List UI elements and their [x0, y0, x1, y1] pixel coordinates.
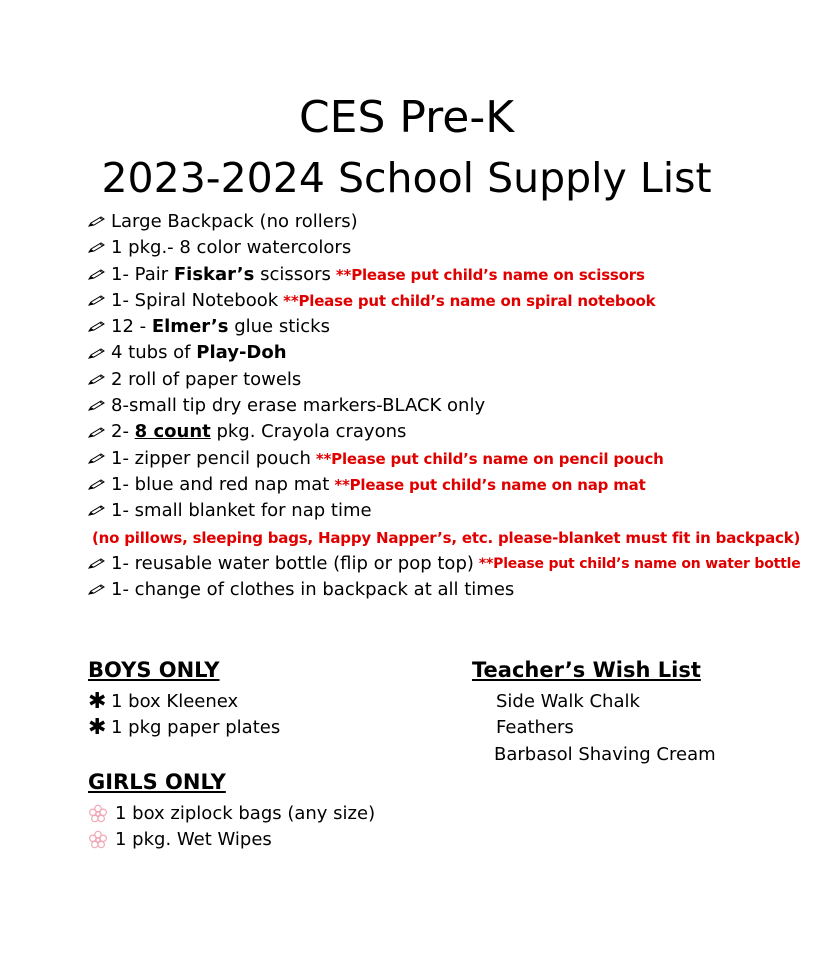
supply-text: 8-small tip dry erase markers-BLACK only	[111, 395, 486, 417]
girls-item-text: 1 pkg. Wet Wipes	[115, 829, 272, 851]
pencil-icon	[88, 453, 111, 465]
brand-name: Play-Doh	[196, 342, 287, 364]
supply-text: 1- blue and red nap mat	[111, 473, 330, 495]
supply-item	[88, 288, 808, 314]
list-item	[496, 689, 716, 715]
name-label-note: **Please put child’s name on pencil pouch	[315, 449, 664, 468]
wish-item-text: Barbasol Shaving Cream	[494, 743, 716, 765]
boys-item-text: 1 box Kleenex	[111, 691, 239, 712]
teacher-wish-list	[496, 689, 716, 768]
list-item	[88, 689, 280, 715]
supply-text: 1- reusable water bottle (flip or pop top)	[111, 552, 474, 574]
supply-text-rest: pkg. Crayola crayons	[210, 421, 407, 443]
supply-item	[88, 577, 808, 603]
name-label-note: **Please put child’s name on nap mat	[334, 475, 646, 494]
boys-item-text: 1 pkg paper plates	[111, 717, 281, 739]
supply-item	[88, 209, 808, 235]
supply-text: 1- Spiral Notebook	[111, 289, 279, 311]
list-item	[496, 715, 716, 741]
flower-icon	[88, 804, 115, 824]
pencil-icon	[88, 295, 111, 307]
supply-text: 1- small blanket for nap time	[111, 500, 372, 522]
pencil-icon	[88, 216, 111, 228]
girls-only-list	[88, 801, 375, 854]
nap-note-row	[88, 525, 808, 551]
supply-item	[88, 262, 808, 288]
supply-item	[88, 498, 808, 524]
supply-text: 1- zipper pencil pouch	[111, 447, 311, 469]
pencil-icon	[88, 400, 111, 412]
teacher-wish-list-heading: Teacher’s Wish List	[472, 658, 701, 682]
supply-text: 1- Pair	[111, 263, 174, 285]
wish-item-text: Feathers	[496, 717, 574, 739]
supply-text: 2 roll of paper towels	[111, 368, 302, 390]
list-item	[88, 827, 375, 853]
supply-item	[88, 446, 808, 472]
pencil-icon	[88, 427, 111, 439]
name-label-note: **Please put child’s name on scissors	[335, 265, 645, 284]
supply-text: 1 pkg.- 8 color watercolors	[111, 237, 352, 259]
brand-name: Fiskar’s	[173, 263, 255, 285]
supply-text-rest: glue sticks	[228, 316, 330, 338]
supply-item	[88, 419, 808, 445]
wish-item-text: Side Walk Chalk	[496, 691, 640, 712]
girls-only-heading: GIRLS ONLY	[88, 770, 226, 794]
pencil-icon	[88, 558, 111, 570]
list-item	[88, 715, 280, 741]
boys-only-heading: BOYS ONLY	[88, 658, 220, 682]
pencil-icon	[88, 505, 111, 517]
nap-note: (no pillows, sleeping bags, Happy Napper’s, etc. please-blanket must fit in backpack)	[92, 528, 801, 547]
name-label-note: **Please put child’s name on spiral notebook	[283, 291, 656, 310]
supply-item	[88, 367, 808, 393]
supply-text-rest: scissors	[254, 263, 331, 285]
boys-only-list	[88, 689, 280, 742]
asterisk-icon: ✱	[88, 689, 107, 714]
pencil-icon	[88, 479, 111, 491]
supply-text: 12 -	[111, 316, 152, 338]
supply-text: 1- change of clothes in backpack at all times	[111, 579, 515, 601]
supply-item	[88, 314, 808, 340]
asterisk-icon: ✱	[88, 715, 107, 741]
pencil-icon	[88, 374, 111, 386]
pencil-icon	[88, 584, 111, 596]
list-item	[88, 801, 375, 827]
supply-item	[88, 551, 808, 577]
crayon-count: 8 count	[134, 421, 211, 443]
girls-item-text: 1 box ziplock bags (any size)	[115, 803, 376, 824]
supply-text: 4 tubs of	[111, 342, 197, 364]
pencil-icon	[88, 348, 111, 360]
pencil-icon	[88, 242, 111, 254]
supply-item	[88, 393, 808, 419]
supply-text: Large Backpack (no rollers)	[111, 211, 358, 232]
supply-list	[88, 209, 808, 603]
title-supply-list: 2023-2024 School Supply List	[101, 154, 712, 202]
pencil-icon	[88, 269, 111, 281]
pencil-icon	[88, 321, 111, 333]
supply-item	[88, 472, 808, 498]
name-label-note: **Please put child’s name on water bottle	[478, 555, 801, 572]
list-item	[494, 742, 716, 768]
supply-item	[88, 235, 808, 261]
title-school-name: CES Pre-K	[298, 92, 515, 143]
supply-item	[88, 340, 808, 366]
brand-name: Elmer’s	[151, 316, 229, 338]
flower-icon	[88, 830, 115, 850]
supply-text: 2-	[111, 421, 135, 443]
